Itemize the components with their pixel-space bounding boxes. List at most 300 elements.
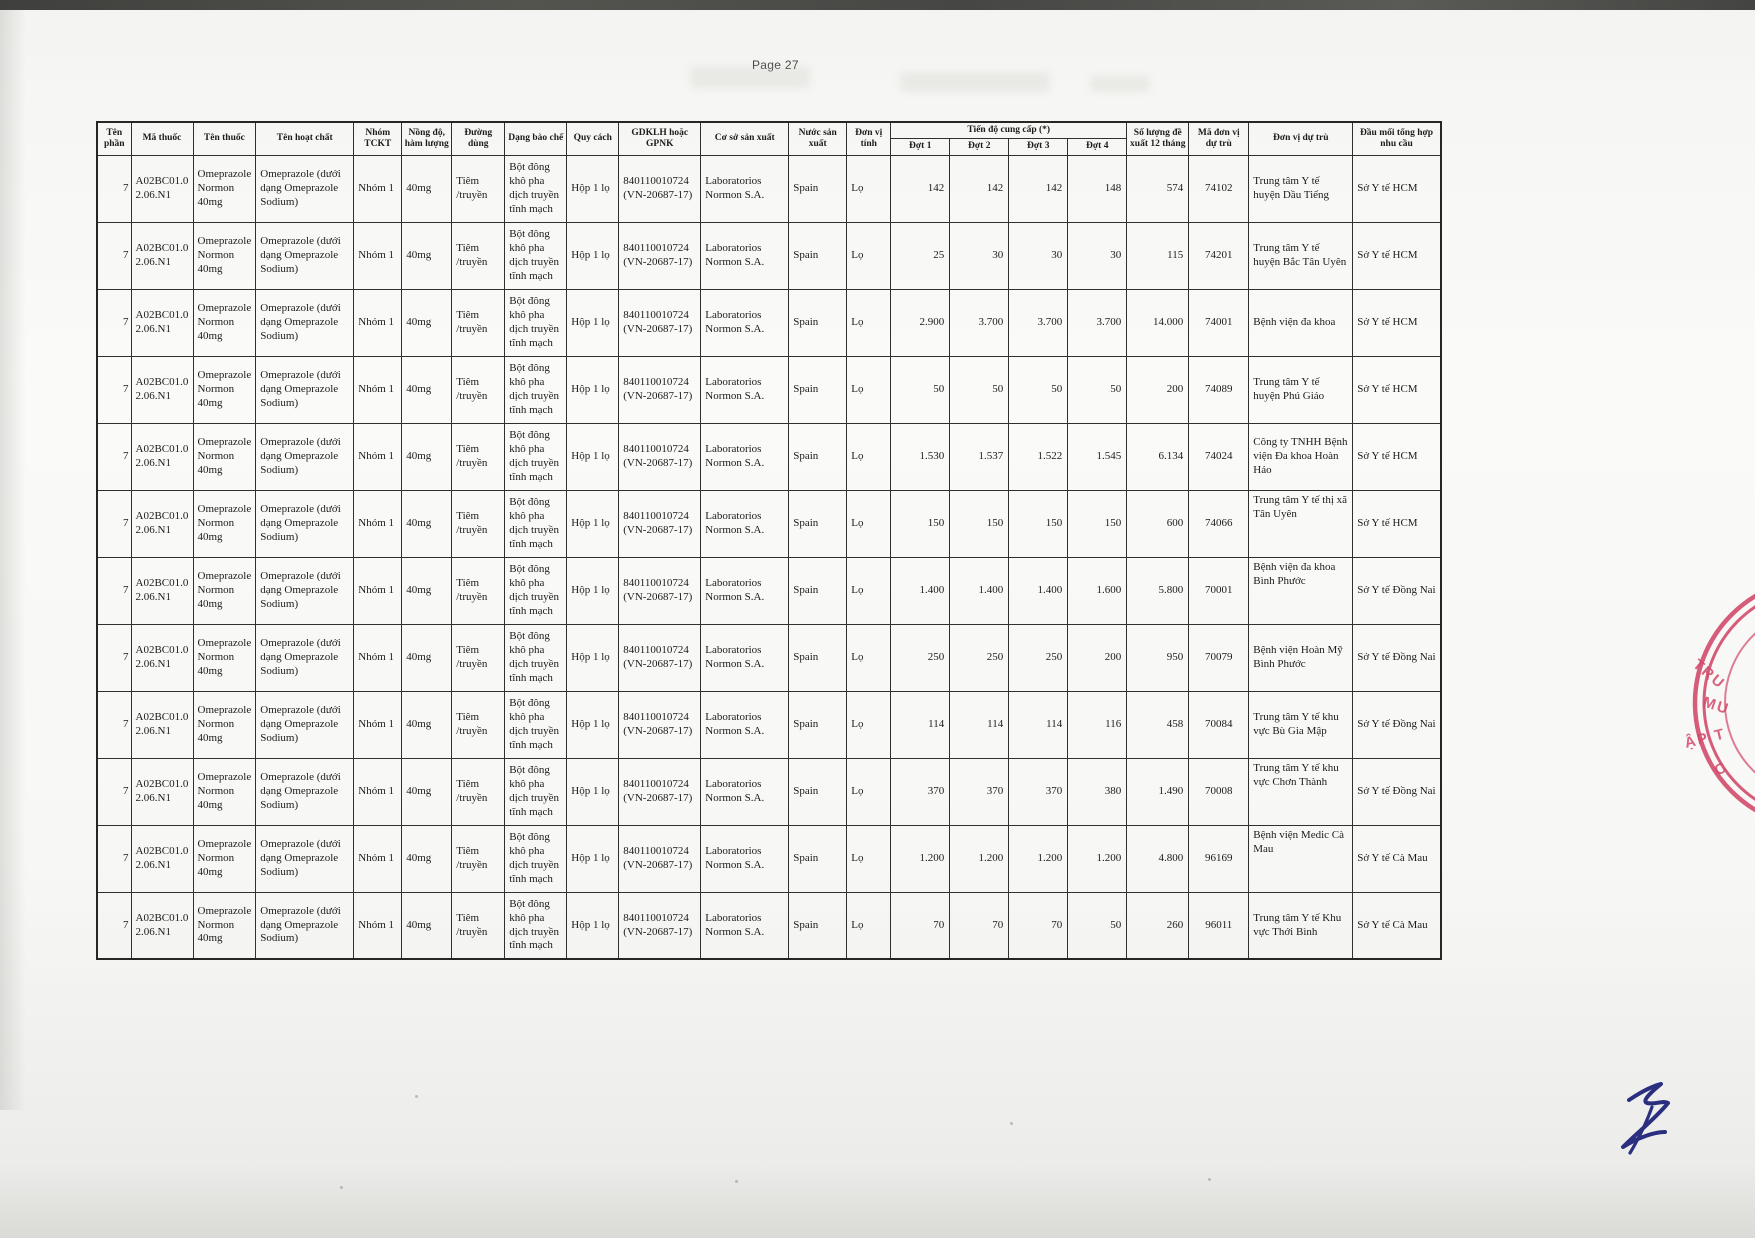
cell-quy-cach: Hộp 1 lọ bbox=[567, 490, 619, 557]
col-header-dot-3: Đợt 3 bbox=[1009, 139, 1068, 155]
cell-dot-1: 25 bbox=[891, 222, 950, 289]
cell-dot-2: 250 bbox=[950, 624, 1009, 691]
col-header-gdklh: GDKLH hoặc GPNK bbox=[619, 122, 701, 155]
cell-nhom-tckt: Nhóm 1 bbox=[354, 557, 402, 624]
cell-nuoc-sx: Spain bbox=[789, 289, 847, 356]
scan-speck bbox=[1010, 1122, 1013, 1125]
cell-dau-moi: Sở Y tế HCM bbox=[1353, 155, 1441, 222]
cell-don-vi-du-tru: Bệnh viện Hoàn Mỹ Bình Phước bbox=[1249, 624, 1353, 691]
cell-don-vi-du-tru: Trung tâm Y tế huyện Phú Giáo bbox=[1249, 356, 1353, 423]
scan-speck bbox=[415, 1095, 418, 1098]
cell-ma-thuoc: A02BC01.0 2.06.N1 bbox=[131, 155, 193, 222]
cell-don-vi-tinh: Lọ bbox=[847, 222, 891, 289]
cell-duong-dung: Tiêm /truyền bbox=[452, 490, 505, 557]
cell-dot-1: 142 bbox=[891, 155, 950, 222]
cell-dau-moi: Sở Y tế HCM bbox=[1353, 490, 1441, 557]
cell-ten-phan: 7 bbox=[97, 691, 131, 758]
col-header-nuoc-sx: Nước sản xuất bbox=[789, 122, 847, 155]
cell-don-vi-du-tru: Trung tâm Y tế huyện Dầu Tiếng bbox=[1249, 155, 1353, 222]
cell-bao-che: Bột đông khô pha dịch truyền tĩnh mạch bbox=[505, 356, 567, 423]
cell-gdklh: 840110010724 (VN-20687-17) bbox=[619, 490, 701, 557]
cell-ma-thuoc: A02BC01.0 2.06.N1 bbox=[131, 356, 193, 423]
col-header-ten-phan: Tên phần bbox=[97, 122, 131, 155]
table-row bbox=[97, 423, 1441, 490]
cell-ham-luong: 40mg bbox=[402, 825, 452, 892]
cell-dau-moi: Sở Y tế Đồng Nai bbox=[1353, 691, 1441, 758]
cell-dot-4: 150 bbox=[1068, 490, 1127, 557]
cell-ma-don-vi: 74024 bbox=[1189, 423, 1249, 490]
cell-ten-thuoc: Omeprazole Normon 40mg bbox=[193, 624, 256, 691]
cell-dot-3: 150 bbox=[1009, 490, 1068, 557]
cell-ten-thuoc: Omeprazole Normon 40mg bbox=[193, 423, 256, 490]
cell-don-vi-du-tru: Bệnh viện đa khoa Bình Phước bbox=[1249, 557, 1353, 624]
col-header-quy-cach: Quy cách bbox=[567, 122, 619, 155]
cell-don-vi-tinh: Lọ bbox=[847, 557, 891, 624]
cell-co-so-sx: Laboratorios Normon S.A. bbox=[701, 155, 789, 222]
cell-dot-2: 1.537 bbox=[950, 423, 1009, 490]
cell-gdklh: 840110010724 (VN-20687-17) bbox=[619, 289, 701, 356]
table-row bbox=[97, 758, 1441, 825]
cell-ma-thuoc: A02BC01.0 2.06.N1 bbox=[131, 758, 193, 825]
cell-dot-1: 370 bbox=[891, 758, 950, 825]
cell-so-luong-12t: 600 bbox=[1127, 490, 1189, 557]
cell-dot-2: 50 bbox=[950, 356, 1009, 423]
table-row bbox=[97, 825, 1441, 892]
cell-ma-thuoc: A02BC01.0 2.06.N1 bbox=[131, 624, 193, 691]
cell-dot-3: 50 bbox=[1009, 356, 1068, 423]
cell-ten-thuoc: Omeprazole Normon 40mg bbox=[193, 691, 256, 758]
cell-ham-luong: 40mg bbox=[402, 758, 452, 825]
cell-don-vi-tinh: Lọ bbox=[847, 892, 891, 959]
red-circular-stamp bbox=[1680, 548, 1755, 833]
cell-gdklh: 840110010724 (VN-20687-17) bbox=[619, 691, 701, 758]
col-header-ma-thuoc: Mã thuốc bbox=[131, 122, 193, 155]
cell-don-vi-du-tru: Bệnh viện đa khoa bbox=[1249, 289, 1353, 356]
cell-ham-luong: 40mg bbox=[402, 356, 452, 423]
cell-quy-cach: Hộp 1 lọ bbox=[567, 222, 619, 289]
cell-co-so-sx: Laboratorios Normon S.A. bbox=[701, 691, 789, 758]
cell-dot-4: 1.545 bbox=[1068, 423, 1127, 490]
cell-hoat-chat: Omeprazole (dưới dạng Omeprazole Sodium) bbox=[256, 624, 354, 691]
cell-hoat-chat: Omeprazole (dưới dạng Omeprazole Sodium) bbox=[256, 758, 354, 825]
cell-ten-phan: 7 bbox=[97, 155, 131, 222]
cell-duong-dung: Tiêm /truyền bbox=[452, 222, 505, 289]
cell-so-luong-12t: 4.800 bbox=[1127, 825, 1189, 892]
cell-ten-thuoc: Omeprazole Normon 40mg bbox=[193, 758, 256, 825]
cell-duong-dung: Tiêm /truyền bbox=[452, 557, 505, 624]
cell-ham-luong: 40mg bbox=[402, 289, 452, 356]
cell-ten-phan: 7 bbox=[97, 825, 131, 892]
table-row bbox=[97, 892, 1441, 959]
cell-co-so-sx: Laboratorios Normon S.A. bbox=[701, 289, 789, 356]
cell-ten-phan: 7 bbox=[97, 624, 131, 691]
cell-quy-cach: Hộp 1 lọ bbox=[567, 356, 619, 423]
table-row bbox=[97, 624, 1441, 691]
cell-nuoc-sx: Spain bbox=[789, 557, 847, 624]
cell-gdklh: 840110010724 (VN-20687-17) bbox=[619, 557, 701, 624]
cell-co-so-sx: Laboratorios Normon S.A. bbox=[701, 423, 789, 490]
col-header-hoat-chat: Tên hoạt chất bbox=[256, 122, 354, 155]
cell-dot-4: 200 bbox=[1068, 624, 1127, 691]
cell-ma-don-vi: 70084 bbox=[1189, 691, 1249, 758]
cell-dot-4: 116 bbox=[1068, 691, 1127, 758]
col-header-don-vi-du-tru: Đơn vị dự trù bbox=[1249, 122, 1353, 155]
signature-mark bbox=[1595, 1072, 1710, 1182]
cell-ham-luong: 40mg bbox=[402, 557, 452, 624]
cell-dot-1: 114 bbox=[891, 691, 950, 758]
cell-hoat-chat: Omeprazole (dưới dạng Omeprazole Sodium) bbox=[256, 825, 354, 892]
cell-ten-phan: 7 bbox=[97, 490, 131, 557]
cell-nhom-tckt: Nhóm 1 bbox=[354, 490, 402, 557]
cell-ma-don-vi: 74066 bbox=[1189, 490, 1249, 557]
cell-quy-cach: Hộp 1 lọ bbox=[567, 691, 619, 758]
cell-dot-4: 380 bbox=[1068, 758, 1127, 825]
cell-nuoc-sx: Spain bbox=[789, 222, 847, 289]
cell-duong-dung: Tiêm /truyền bbox=[452, 423, 505, 490]
cell-don-vi-du-tru: Công ty TNHH Bệnh viện Đa khoa Hoàn Hảo bbox=[1249, 423, 1353, 490]
cell-nhom-tckt: Nhóm 1 bbox=[354, 289, 402, 356]
stamp-text-fragment: C bbox=[1711, 758, 1732, 780]
cell-ten-phan: 7 bbox=[97, 356, 131, 423]
drug-procurement-table bbox=[96, 121, 1442, 960]
cell-duong-dung: Tiêm /truyền bbox=[452, 825, 505, 892]
cell-co-so-sx: Laboratorios Normon S.A. bbox=[701, 222, 789, 289]
header-row-1 bbox=[97, 122, 1441, 139]
cell-gdklh: 840110010724 (VN-20687-17) bbox=[619, 624, 701, 691]
table-row bbox=[97, 490, 1441, 557]
cell-so-luong-12t: 5.800 bbox=[1127, 557, 1189, 624]
cell-nuoc-sx: Spain bbox=[789, 155, 847, 222]
cell-nuoc-sx: Spain bbox=[789, 490, 847, 557]
cell-dau-moi: Sở Y tế Đồng Nai bbox=[1353, 624, 1441, 691]
cell-dau-moi: Sở Y tế HCM bbox=[1353, 222, 1441, 289]
cell-ham-luong: 40mg bbox=[402, 423, 452, 490]
cell-gdklh: 840110010724 (VN-20687-17) bbox=[619, 356, 701, 423]
col-header-don-vi-tinh: Đơn vị tính bbox=[847, 122, 891, 155]
cell-duong-dung: Tiêm /truyền bbox=[452, 155, 505, 222]
cell-gdklh: 840110010724 (VN-20687-17) bbox=[619, 825, 701, 892]
cell-ma-don-vi: 70079 bbox=[1189, 624, 1249, 691]
cell-quy-cach: Hộp 1 lọ bbox=[567, 825, 619, 892]
cell-bao-che: Bột đông khô pha dịch truyền tĩnh mạch bbox=[505, 155, 567, 222]
cell-bao-che: Bột đông khô pha dịch truyền tĩnh mạch bbox=[505, 222, 567, 289]
cell-hoat-chat: Omeprazole (dưới dạng Omeprazole Sodium) bbox=[256, 155, 354, 222]
cell-ma-thuoc: A02BC01.0 2.06.N1 bbox=[131, 423, 193, 490]
cell-dot-1: 1.200 bbox=[891, 825, 950, 892]
cell-bao-che: Bột đông khô pha dịch truyền tĩnh mạch bbox=[505, 557, 567, 624]
cell-bao-che: Bột đông khô pha dịch truyền tĩnh mạch bbox=[505, 624, 567, 691]
col-header-bao-che: Dạng bào chế bbox=[505, 122, 567, 155]
cell-dot-4: 1.600 bbox=[1068, 557, 1127, 624]
cell-ma-don-vi: 74089 bbox=[1189, 356, 1249, 423]
cell-don-vi-du-tru: Trung tâm Y tế thị xã Tân Uyên bbox=[1249, 490, 1353, 557]
cell-dot-4: 3.700 bbox=[1068, 289, 1127, 356]
cell-nuoc-sx: Spain bbox=[789, 892, 847, 959]
cell-ten-thuoc: Omeprazole Normon 40mg bbox=[193, 557, 256, 624]
stamp-text-fragment: ẬP T bbox=[1682, 725, 1728, 752]
scan-speck bbox=[340, 1186, 343, 1189]
cell-bao-che: Bột đông khô pha dịch truyền tĩnh mạch bbox=[505, 758, 567, 825]
cell-dot-1: 1.400 bbox=[891, 557, 950, 624]
cell-hoat-chat: Omeprazole (dưới dạng Omeprazole Sodium) bbox=[256, 691, 354, 758]
cell-duong-dung: Tiêm /truyền bbox=[452, 892, 505, 959]
cell-ham-luong: 40mg bbox=[402, 490, 452, 557]
cell-don-vi-tinh: Lọ bbox=[847, 825, 891, 892]
cell-co-so-sx: Laboratorios Normon S.A. bbox=[701, 892, 789, 959]
scan-speck bbox=[1208, 1178, 1211, 1181]
cell-so-luong-12t: 260 bbox=[1127, 892, 1189, 959]
cell-dau-moi: Sở Y tế Đồng Nai bbox=[1353, 557, 1441, 624]
cell-nuoc-sx: Spain bbox=[789, 758, 847, 825]
cell-bao-che: Bột đông khô pha dịch truyền tĩnh mạch bbox=[505, 289, 567, 356]
cell-don-vi-tinh: Lọ bbox=[847, 423, 891, 490]
cell-ten-phan: 7 bbox=[97, 557, 131, 624]
scan-left-shadow bbox=[0, 10, 26, 1110]
col-header-ham-luong: Nồng độ, hàm lượng bbox=[402, 122, 452, 155]
cell-ten-thuoc: Omeprazole Normon 40mg bbox=[193, 356, 256, 423]
cell-dot-4: 30 bbox=[1068, 222, 1127, 289]
cell-co-so-sx: Laboratorios Normon S.A. bbox=[701, 825, 789, 892]
cell-bao-che: Bột đông khô pha dịch truyền tĩnh mạch bbox=[505, 490, 567, 557]
cell-bao-che: Bột đông khô pha dịch truyền tĩnh mạch bbox=[505, 892, 567, 959]
col-header-dot-4: Đợt 4 bbox=[1068, 139, 1127, 155]
cell-ham-luong: 40mg bbox=[402, 892, 452, 959]
cell-ma-don-vi: 70001 bbox=[1189, 557, 1249, 624]
cell-dot-3: 370 bbox=[1009, 758, 1068, 825]
cell-ma-thuoc: A02BC01.0 2.06.N1 bbox=[131, 490, 193, 557]
cell-so-luong-12t: 200 bbox=[1127, 356, 1189, 423]
cell-ma-don-vi: 74201 bbox=[1189, 222, 1249, 289]
cell-ten-phan: 7 bbox=[97, 892, 131, 959]
cell-duong-dung: Tiêm /truyền bbox=[452, 758, 505, 825]
cell-dot-4: 50 bbox=[1068, 356, 1127, 423]
cell-hoat-chat: Omeprazole (dưới dạng Omeprazole Sodium) bbox=[256, 222, 354, 289]
cell-dot-3: 114 bbox=[1009, 691, 1068, 758]
cell-dot-3: 70 bbox=[1009, 892, 1068, 959]
stamp-text-fragment: TRU bbox=[1689, 656, 1729, 693]
table-row bbox=[97, 557, 1441, 624]
cell-don-vi-tinh: Lọ bbox=[847, 691, 891, 758]
cell-dot-3: 1.200 bbox=[1009, 825, 1068, 892]
col-header-co-so-sx: Cơ sở sản xuất bbox=[701, 122, 789, 155]
cell-nuoc-sx: Spain bbox=[789, 691, 847, 758]
cell-dot-2: 142 bbox=[950, 155, 1009, 222]
cell-dot-2: 1.200 bbox=[950, 825, 1009, 892]
cell-nhom-tckt: Nhóm 1 bbox=[354, 155, 402, 222]
table-row bbox=[97, 155, 1441, 222]
cell-dot-4: 1.200 bbox=[1068, 825, 1127, 892]
cell-nhom-tckt: Nhóm 1 bbox=[354, 222, 402, 289]
cell-so-luong-12t: 6.134 bbox=[1127, 423, 1189, 490]
cell-so-luong-12t: 458 bbox=[1127, 691, 1189, 758]
cell-ten-thuoc: Omeprazole Normon 40mg bbox=[193, 289, 256, 356]
cell-nhom-tckt: Nhóm 1 bbox=[354, 825, 402, 892]
scan-bottom-shadow bbox=[0, 1168, 1755, 1238]
col-header-tien-do: Tiến độ cung cấp (*) bbox=[891, 122, 1127, 139]
cell-dot-3: 1.400 bbox=[1009, 557, 1068, 624]
cell-dot-2: 3.700 bbox=[950, 289, 1009, 356]
cell-gdklh: 840110010724 (VN-20687-17) bbox=[619, 758, 701, 825]
cell-dot-2: 70 bbox=[950, 892, 1009, 959]
col-header-ma-don-vi: Mã đơn vị dự trù bbox=[1189, 122, 1249, 155]
cell-dau-moi: Sở Y tế Đồng Nai bbox=[1353, 758, 1441, 825]
cell-ma-don-vi: 96169 bbox=[1189, 825, 1249, 892]
cell-ma-thuoc: A02BC01.0 2.06.N1 bbox=[131, 691, 193, 758]
cell-ham-luong: 40mg bbox=[402, 222, 452, 289]
cell-dot-2: 1.400 bbox=[950, 557, 1009, 624]
cell-quy-cach: Hộp 1 lọ bbox=[567, 892, 619, 959]
cell-dau-moi: Sở Y tế HCM bbox=[1353, 423, 1441, 490]
cell-hoat-chat: Omeprazole (dưới dạng Omeprazole Sodium) bbox=[256, 356, 354, 423]
cell-dot-2: 370 bbox=[950, 758, 1009, 825]
col-header-duong-dung: Đường dùng bbox=[452, 122, 505, 155]
cell-duong-dung: Tiêm /truyền bbox=[452, 289, 505, 356]
cell-ma-thuoc: A02BC01.0 2.06.N1 bbox=[131, 825, 193, 892]
cell-nuoc-sx: Spain bbox=[789, 423, 847, 490]
stamp-text-fragment: MU bbox=[1700, 693, 1733, 719]
col-header-dot-1: Đợt 1 bbox=[891, 139, 950, 155]
cell-don-vi-tinh: Lọ bbox=[847, 289, 891, 356]
cell-bao-che: Bột đông khô pha dịch truyền tĩnh mạch bbox=[505, 423, 567, 490]
cell-ham-luong: 40mg bbox=[402, 155, 452, 222]
cell-don-vi-tinh: Lọ bbox=[847, 758, 891, 825]
cell-ten-thuoc: Omeprazole Normon 40mg bbox=[193, 155, 256, 222]
cell-duong-dung: Tiêm /truyền bbox=[452, 356, 505, 423]
table-row bbox=[97, 289, 1441, 356]
cell-ma-thuoc: A02BC01.0 2.06.N1 bbox=[131, 289, 193, 356]
cell-nuoc-sx: Spain bbox=[789, 825, 847, 892]
cell-hoat-chat: Omeprazole (dưới dạng Omeprazole Sodium) bbox=[256, 289, 354, 356]
scan-edge-strip bbox=[0, 0, 1755, 10]
cell-co-so-sx: Laboratorios Normon S.A. bbox=[701, 624, 789, 691]
cell-quy-cach: Hộp 1 lọ bbox=[567, 155, 619, 222]
col-header-nhom-tckt: Nhóm TCKT bbox=[354, 122, 402, 155]
bleedthrough-smudge bbox=[690, 66, 810, 88]
table-row bbox=[97, 356, 1441, 423]
cell-hoat-chat: Omeprazole (dưới dạng Omeprazole Sodium) bbox=[256, 892, 354, 959]
cell-dot-3: 30 bbox=[1009, 222, 1068, 289]
cell-so-luong-12t: 115 bbox=[1127, 222, 1189, 289]
cell-so-luong-12t: 1.490 bbox=[1127, 758, 1189, 825]
cell-nhom-tckt: Nhóm 1 bbox=[354, 892, 402, 959]
cell-don-vi-tinh: Lọ bbox=[847, 356, 891, 423]
cell-co-so-sx: Laboratorios Normon S.A. bbox=[701, 356, 789, 423]
cell-nhom-tckt: Nhóm 1 bbox=[354, 691, 402, 758]
cell-ten-phan: 7 bbox=[97, 423, 131, 490]
cell-so-luong-12t: 950 bbox=[1127, 624, 1189, 691]
cell-nhom-tckt: Nhóm 1 bbox=[354, 758, 402, 825]
cell-don-vi-tinh: Lọ bbox=[847, 490, 891, 557]
cell-bao-che: Bột đông khô pha dịch truyền tĩnh mạch bbox=[505, 691, 567, 758]
cell-dau-moi: Sở Y tế Cà Mau bbox=[1353, 825, 1441, 892]
cell-quy-cach: Hộp 1 lọ bbox=[567, 423, 619, 490]
cell-ham-luong: 40mg bbox=[402, 624, 452, 691]
cell-dau-moi: Sở Y tế HCM bbox=[1353, 289, 1441, 356]
cell-dot-2: 150 bbox=[950, 490, 1009, 557]
cell-hoat-chat: Omeprazole (dưới dạng Omeprazole Sodium) bbox=[256, 490, 354, 557]
cell-hoat-chat: Omeprazole (dưới dạng Omeprazole Sodium) bbox=[256, 557, 354, 624]
cell-nuoc-sx: Spain bbox=[789, 624, 847, 691]
cell-ten-phan: 7 bbox=[97, 222, 131, 289]
cell-ten-thuoc: Omeprazole Normon 40mg bbox=[193, 222, 256, 289]
cell-ham-luong: 40mg bbox=[402, 691, 452, 758]
cell-nhom-tckt: Nhóm 1 bbox=[354, 423, 402, 490]
cell-co-so-sx: Laboratorios Normon S.A. bbox=[701, 557, 789, 624]
cell-don-vi-tinh: Lọ bbox=[847, 624, 891, 691]
cell-quy-cach: Hộp 1 lọ bbox=[567, 624, 619, 691]
cell-ten-phan: 7 bbox=[97, 289, 131, 356]
table-row bbox=[97, 222, 1441, 289]
cell-gdklh: 840110010724 (VN-20687-17) bbox=[619, 423, 701, 490]
cell-gdklh: 840110010724 (VN-20687-17) bbox=[619, 155, 701, 222]
cell-dot-3: 250 bbox=[1009, 624, 1068, 691]
cell-gdklh: 840110010724 (VN-20687-17) bbox=[619, 222, 701, 289]
col-header-ten-thuoc: Tên thuốc bbox=[193, 122, 256, 155]
cell-dau-moi: Sở Y tế HCM bbox=[1353, 356, 1441, 423]
page-number-label: Page 27 bbox=[752, 58, 799, 72]
cell-quy-cach: Hộp 1 lọ bbox=[567, 758, 619, 825]
col-header-dau-moi: Đầu mối tổng hợp nhu cầu bbox=[1353, 122, 1441, 155]
cell-nhom-tckt: Nhóm 1 bbox=[354, 356, 402, 423]
cell-ma-don-vi: 74102 bbox=[1189, 155, 1249, 222]
cell-don-vi-du-tru: Bệnh viện Medic Cà Mau bbox=[1249, 825, 1353, 892]
cell-dot-1: 2.900 bbox=[891, 289, 950, 356]
cell-dau-moi: Sở Y tế Cà Mau bbox=[1353, 892, 1441, 959]
cell-ma-thuoc: A02BC01.0 2.06.N1 bbox=[131, 222, 193, 289]
cell-don-vi-du-tru: Trung tâm Y tế khu vực Chơn Thành bbox=[1249, 758, 1353, 825]
cell-ma-thuoc: A02BC01.0 2.06.N1 bbox=[131, 892, 193, 959]
cell-dot-1: 150 bbox=[891, 490, 950, 557]
cell-nhom-tckt: Nhóm 1 bbox=[354, 624, 402, 691]
cell-don-vi-du-tru: Trung tâm Y tế Khu vực Thới Bình bbox=[1249, 892, 1353, 959]
table-row bbox=[97, 691, 1441, 758]
col-header-dot-2: Đợt 2 bbox=[950, 139, 1009, 155]
cell-so-luong-12t: 574 bbox=[1127, 155, 1189, 222]
cell-dot-1: 1.530 bbox=[891, 423, 950, 490]
cell-ma-don-vi: 74001 bbox=[1189, 289, 1249, 356]
cell-don-vi-du-tru: Trung tâm Y tế khu vực Bù Gia Mập bbox=[1249, 691, 1353, 758]
bleedthrough-smudge bbox=[900, 72, 1050, 92]
cell-gdklh: 840110010724 (VN-20687-17) bbox=[619, 892, 701, 959]
scan-speck bbox=[735, 1180, 738, 1183]
cell-ma-don-vi: 96011 bbox=[1189, 892, 1249, 959]
cell-dot-1: 250 bbox=[891, 624, 950, 691]
cell-nuoc-sx: Spain bbox=[789, 356, 847, 423]
cell-ten-thuoc: Omeprazole Normon 40mg bbox=[193, 892, 256, 959]
cell-quy-cach: Hộp 1 lọ bbox=[567, 557, 619, 624]
col-header-so-luong-12t: Số lượng đề xuất 12 tháng bbox=[1127, 122, 1189, 155]
cell-don-vi-du-tru: Trung tâm Y tế huyện Bắc Tân Uyên bbox=[1249, 222, 1353, 289]
cell-quy-cach: Hộp 1 lọ bbox=[567, 289, 619, 356]
cell-hoat-chat: Omeprazole (dưới dạng Omeprazole Sodium) bbox=[256, 423, 354, 490]
cell-duong-dung: Tiêm /truyền bbox=[452, 691, 505, 758]
cell-ma-thuoc: A02BC01.0 2.06.N1 bbox=[131, 557, 193, 624]
cell-so-luong-12t: 14.000 bbox=[1127, 289, 1189, 356]
cell-bao-che: Bột đông khô pha dịch truyền tĩnh mạch bbox=[505, 825, 567, 892]
cell-dot-4: 50 bbox=[1068, 892, 1127, 959]
cell-co-so-sx: Laboratorios Normon S.A. bbox=[701, 758, 789, 825]
cell-dot-4: 148 bbox=[1068, 155, 1127, 222]
cell-ten-phan: 7 bbox=[97, 758, 131, 825]
cell-co-so-sx: Laboratorios Normon S.A. bbox=[701, 490, 789, 557]
cell-dot-3: 142 bbox=[1009, 155, 1068, 222]
cell-ten-thuoc: Omeprazole Normon 40mg bbox=[193, 825, 256, 892]
cell-dot-3: 1.522 bbox=[1009, 423, 1068, 490]
cell-dot-3: 3.700 bbox=[1009, 289, 1068, 356]
cell-ten-thuoc: Omeprazole Normon 40mg bbox=[193, 490, 256, 557]
cell-don-vi-tinh: Lọ bbox=[847, 155, 891, 222]
cell-dot-2: 30 bbox=[950, 222, 1009, 289]
